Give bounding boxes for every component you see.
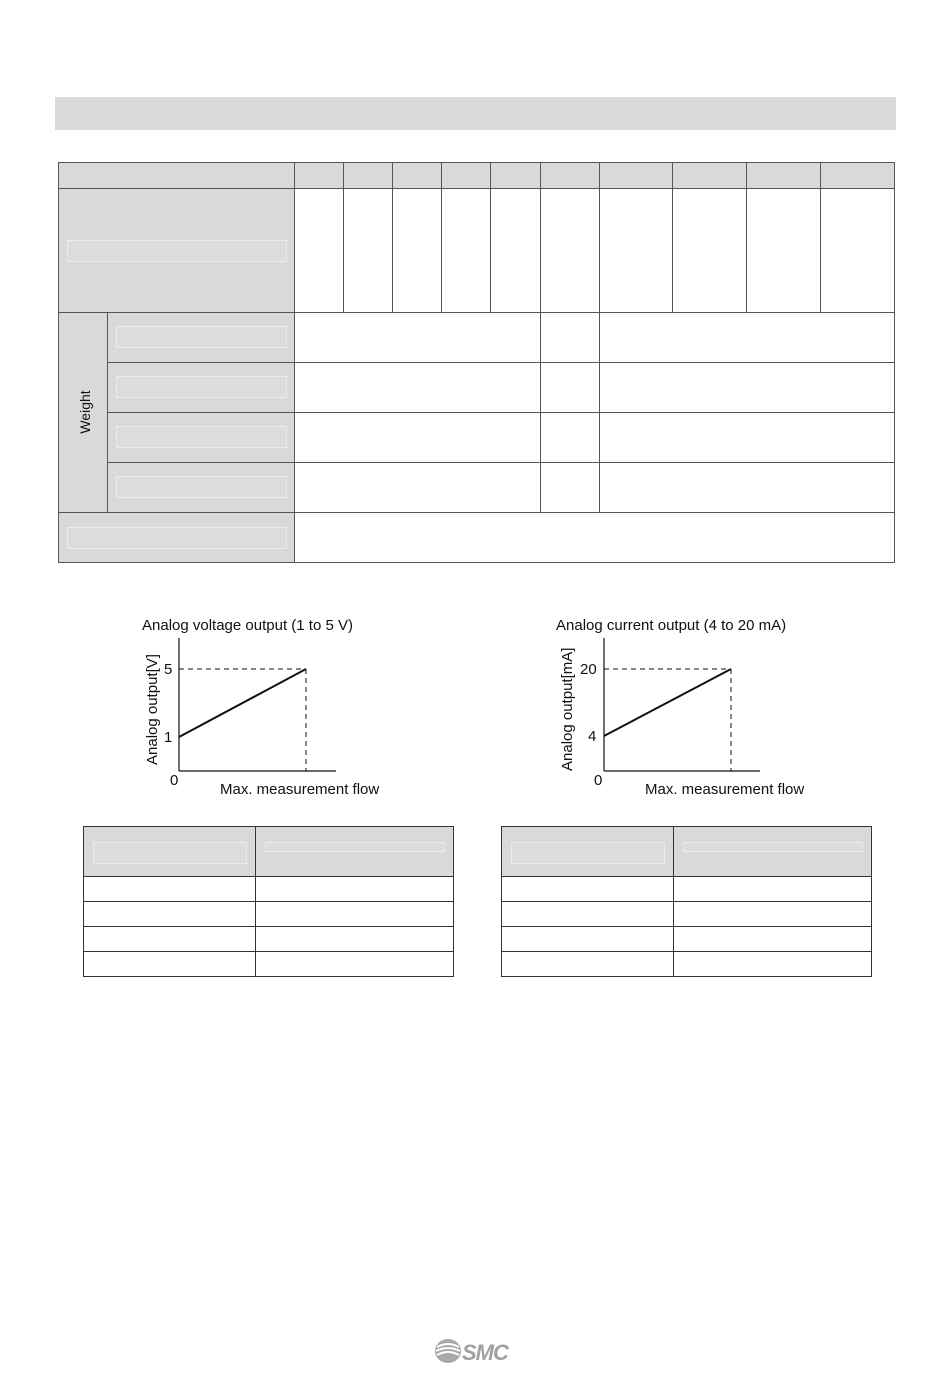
origin-label: 0 — [170, 772, 179, 789]
section-header-band — [55, 97, 896, 130]
specification-table — [58, 162, 895, 563]
svg-text:SMC: SMC — [462, 1340, 508, 1365]
redacted-label — [116, 476, 287, 498]
graph-xlabel: Max. measurement flow — [645, 781, 805, 798]
y-tick-high: 5 — [164, 661, 173, 678]
spec-cell — [393, 189, 442, 313]
spec-cell — [599, 189, 672, 313]
redacted-label — [116, 326, 287, 348]
spec-header-cell — [599, 163, 672, 189]
spec-header-cell — [393, 163, 442, 189]
weight-cell — [599, 313, 894, 363]
weight-cell — [599, 463, 894, 513]
redacted-label — [93, 842, 247, 864]
table-cell — [84, 927, 256, 952]
weight-cell — [540, 313, 599, 363]
redacted-label — [116, 426, 287, 448]
table-cell — [674, 927, 872, 952]
weight-cell — [295, 463, 540, 513]
table-cell — [256, 877, 454, 902]
spec-header-cell — [295, 163, 344, 189]
weight-cell — [540, 413, 599, 463]
table-row — [502, 902, 872, 927]
analog-voltage-output-graph — [130, 610, 410, 805]
weight-cell — [295, 363, 540, 413]
spec-cell — [672, 189, 746, 313]
spec-header-cell — [820, 163, 894, 189]
weight-cell — [599, 413, 894, 463]
table-cell — [502, 952, 674, 977]
spec-header-cell — [672, 163, 746, 189]
weight-label: Weight — [77, 390, 93, 434]
weight-cell — [295, 313, 540, 363]
redacted-label — [67, 240, 287, 262]
origin-label: 0 — [594, 772, 603, 789]
spec-header-cell — [491, 163, 540, 189]
table-cell — [84, 902, 256, 927]
table-cell — [502, 927, 674, 952]
output-line — [604, 669, 731, 736]
graph-title: Analog current output (4 to 20 mA) — [556, 617, 787, 634]
table-row — [502, 952, 872, 977]
graph-xlabel: Max. measurement flow — [220, 781, 380, 798]
table-row — [502, 927, 872, 952]
table-cell — [502, 902, 674, 927]
spec-cell — [746, 189, 820, 313]
spec-cell — [491, 189, 540, 313]
table-row — [84, 902, 454, 927]
output-line — [179, 669, 306, 737]
table-cell — [256, 902, 454, 927]
table-cell — [256, 927, 454, 952]
table-cell — [502, 877, 674, 902]
spec-cell — [820, 189, 894, 313]
spec-header-cell — [442, 163, 491, 189]
y-tick-low: 1 — [164, 729, 173, 746]
graph-ylabel: Analog output[mA] — [559, 647, 576, 771]
spec-header-cell — [59, 163, 295, 189]
spec-header-cell — [746, 163, 820, 189]
y-tick-low: 4 — [588, 728, 597, 745]
weight-cell — [540, 363, 599, 413]
table-cell — [674, 902, 872, 927]
spec-header-cell — [344, 163, 393, 189]
spec-cell — [442, 189, 491, 313]
table-cell — [84, 877, 256, 902]
spec-header-row — [59, 163, 895, 189]
spec-bottom-cell — [295, 513, 895, 563]
table-cell — [84, 952, 256, 977]
redacted-label — [511, 842, 665, 864]
analog-current-output-graph — [550, 610, 830, 805]
table-cell — [674, 952, 872, 977]
redacted-label — [265, 842, 445, 852]
redacted-label — [67, 527, 287, 549]
y-tick-high: 20 — [580, 661, 597, 678]
redacted-label — [116, 376, 287, 398]
weight-cell — [295, 413, 540, 463]
table-cell — [256, 952, 454, 977]
weight-cell — [540, 463, 599, 513]
spec-cell — [344, 189, 393, 313]
weight-cell — [599, 363, 894, 413]
table-cell — [674, 877, 872, 902]
smc-logo — [434, 1337, 518, 1365]
spec-cell — [295, 189, 344, 313]
spec-cell — [540, 189, 599, 313]
table-row — [84, 877, 454, 902]
redacted-label — [683, 842, 863, 852]
table-row — [84, 952, 454, 977]
graph-ylabel: Analog output[V] — [144, 654, 161, 765]
spec-header-cell — [540, 163, 599, 189]
graph-title: Analog voltage output (1 to 5 V) — [142, 617, 353, 634]
table-row — [502, 877, 872, 902]
table-row — [84, 927, 454, 952]
